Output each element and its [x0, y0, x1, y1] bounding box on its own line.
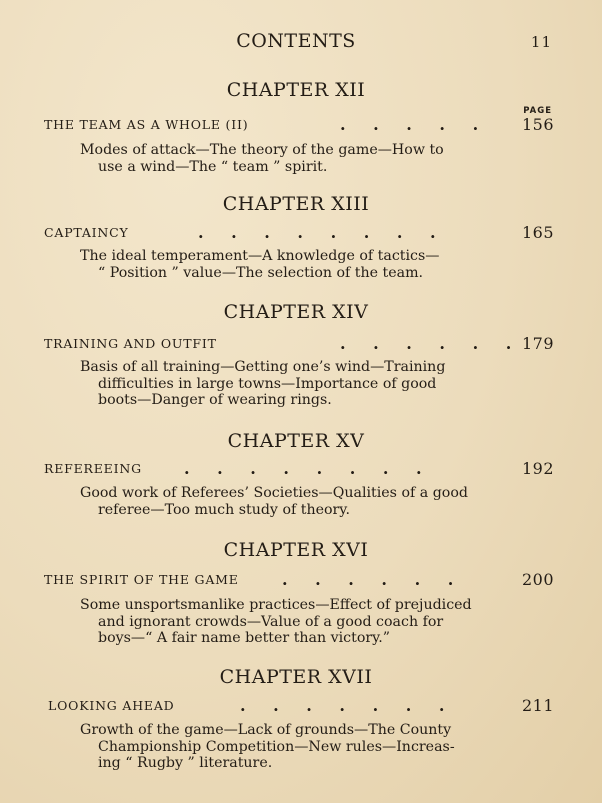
chapter-14	[0, 300, 602, 408]
summary-line: and ignorant crowds—Value of a good coach for	[98, 613, 444, 630]
chapter-15	[0, 429, 602, 518]
summary-line: Good work of Referees’ Societies—Qualities of a good	[80, 485, 468, 501]
entry-page: 179	[521, 334, 554, 353]
toc-entry[interactable]	[44, 459, 554, 481]
toc-entry[interactable]	[44, 696, 554, 718]
summary-line: ing “ Rugby ” literature.	[98, 755, 273, 771]
dot-leaders: . . . . . .	[340, 334, 512, 353]
chapter-summary	[80, 248, 510, 281]
summary-line: Basis of all training—Getting one’s wind—Training	[80, 359, 446, 375]
chapter-heading: CHAPTER XIII	[222, 193, 370, 215]
dot-leaders: . . . . .	[340, 115, 479, 134]
chapter-12	[0, 78, 602, 175]
entry-page: 165	[521, 223, 554, 242]
chapter-heading: CHAPTER XV	[227, 430, 365, 452]
entry-title: REFEREEING	[44, 461, 142, 476]
entry-page: 192	[521, 459, 554, 478]
chapter-summary	[80, 597, 510, 647]
dot-leaders: . . . . . . . .	[184, 459, 422, 478]
summary-line: The ideal temperament—A knowledge of tactics—	[80, 248, 440, 264]
entry-title: LOOKING AHEAD	[48, 698, 175, 713]
entry-title: CAPTAINCY	[44, 225, 129, 240]
chapter-13	[0, 192, 602, 281]
chapter-summary	[80, 359, 510, 409]
summary-line: Modes of attack—The theory of the game—How to	[80, 142, 444, 158]
summary-line: use a wind—The “ team ” spirit.	[98, 158, 328, 175]
toc-entry[interactable]	[44, 115, 554, 137]
summary-line: “ Position ” value—The selection of the team.	[98, 264, 424, 281]
summary-line: referee—Too much study of theory.	[98, 501, 350, 518]
running-head	[0, 30, 602, 56]
dot-leaders: . . . . . .	[282, 570, 454, 589]
chapter-17	[0, 665, 602, 771]
summary-line: Growth of the game—Lack of grounds—The County	[80, 722, 452, 738]
entry-title: TRAINING AND OUTFIT	[44, 336, 217, 351]
summary-line: Championship Competition—New rules—Increas-	[98, 738, 455, 755]
chapter-heading: CHAPTER XIV	[223, 301, 369, 323]
entry-title: THE SPIRIT OF THE GAME	[44, 572, 239, 587]
entry-page: 200	[521, 570, 554, 589]
page-column-label: PAGE	[523, 106, 552, 116]
chapter-summary	[80, 142, 510, 175]
summary-line: Some unsportsmanlike practices—Effect of prejudiced	[80, 597, 472, 613]
toc-entry[interactable]	[44, 334, 554, 356]
running-head-title: CONTENTS	[236, 30, 356, 52]
summary-line: difficulties in large towns—Importance of good	[98, 375, 437, 392]
page-number: 11	[530, 33, 552, 51]
chapter-heading: CHAPTER XVII	[219, 666, 373, 688]
summary-line: boys—“ A fair name better than victory.”	[98, 630, 391, 646]
entry-page: 156	[521, 115, 554, 134]
dot-leaders: . . . . . . . .	[198, 223, 436, 242]
chapter-summary	[80, 485, 510, 518]
chapter-summary	[80, 722, 510, 772]
toc-entry[interactable]	[44, 570, 554, 592]
chapter-16	[0, 538, 602, 646]
chapter-heading: CHAPTER XVI	[223, 539, 369, 561]
entry-title: THE TEAM AS A WHOLE (II)	[44, 117, 249, 132]
chapter-heading: CHAPTER XII	[226, 79, 366, 101]
entry-page: 211	[521, 696, 554, 715]
toc-entry[interactable]	[44, 223, 554, 245]
summary-line: boots—Danger of wearing rings.	[98, 392, 332, 408]
dot-leaders: . . . . . . .	[240, 696, 445, 715]
